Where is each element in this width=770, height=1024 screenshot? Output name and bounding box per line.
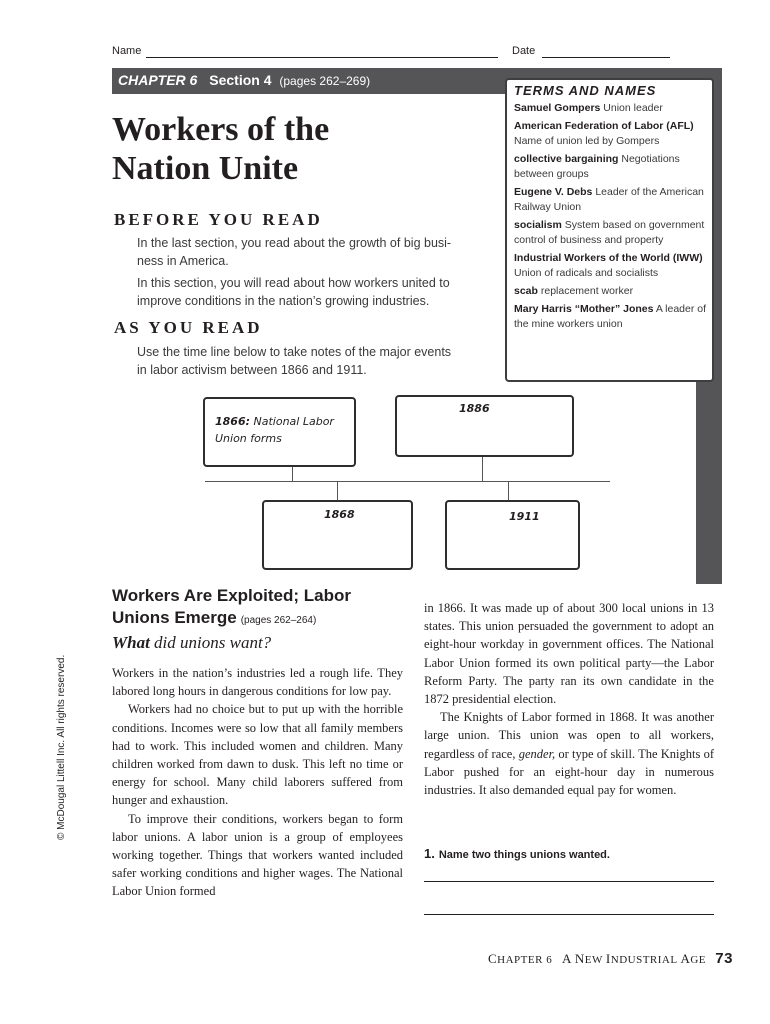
timeline-axis	[205, 481, 610, 482]
name-label: Name	[112, 45, 142, 57]
chapter-number: CHAPTER 6	[118, 72, 198, 88]
paragraph: in 1866. It was made up of about 300 local unions in 13 states. This union persuaded the government to adopt an eight-hour workday in government offices. The National Labor Union formed its own political party—the Labor Reform Party. The party ran its own candidate in the 1872 presidential election.	[424, 601, 714, 707]
page-footer: CHAPTER 6 A NEW INDUSTRIAL AGE 73	[488, 950, 733, 967]
answer-line[interactable]	[424, 914, 714, 915]
term-entry: Samuel Gompers Union leader	[514, 102, 663, 114]
title-line: Workers of the	[112, 111, 330, 148]
section-pages: (pages 262–269)	[279, 74, 371, 88]
timeline-note: 1866: National Labor	[215, 415, 334, 428]
timeline-connector	[482, 454, 483, 481]
copyright-notice: © McDougal Littell Inc. All rights reserved.	[56, 654, 67, 840]
name-line	[146, 57, 498, 58]
timeline-year: 1886	[459, 402, 490, 415]
section-number: Section 4	[209, 72, 272, 88]
timeline-box-1886[interactable]	[395, 395, 574, 457]
chapter-heading	[118, 72, 370, 88]
section-heading-pages: (pages 262–264)	[240, 615, 317, 626]
timeline-connector	[337, 481, 338, 500]
page-number: 73	[715, 950, 733, 967]
text-line: In this section, you will read about how workers united to	[137, 276, 450, 290]
timeline-box-1866[interactable]	[203, 397, 356, 467]
section-heading: Workers Are Exploited; Labor Unions Emerge (pages 262–264)	[112, 586, 351, 627]
answer-line[interactable]	[424, 881, 714, 882]
terms-title: TERMS AND NAMES	[514, 83, 657, 98]
timeline-box-1911[interactable]	[445, 500, 580, 570]
term-entry: socialism System based on government control of business and property	[514, 219, 705, 246]
text-line: Use the time line below to take notes of the major events	[137, 345, 452, 359]
term-entry: American Federation of Labor (AFL) Name of union led by Gompers	[514, 120, 694, 147]
title-line: Nation Unite	[112, 150, 299, 187]
paragraph: To improve their conditions, workers began to form labor unions. A labor union is a group of employees working together. Things that workers wanted included safer working conditions and higher wages. The National Labor Union formed	[112, 811, 403, 899]
term-entry: Eugene V. Debs Leader of the American Railway Union	[514, 186, 704, 213]
timeline-note: Union forms	[215, 432, 282, 445]
left-column-text	[112, 664, 403, 901]
paragraph: Workers in the nation’s industries led a rough life. They labored long hours in dangerous conditions for low pay.	[112, 666, 403, 699]
question-1: 1. Name two things unions wanted.	[424, 846, 610, 861]
timeline-year: 1868	[324, 508, 355, 521]
before-you-read-body	[137, 234, 497, 310]
term-entry: collective bargaining Negotiations between groups	[514, 153, 680, 180]
text-line: in labor activism between 1866 and 1911.	[137, 363, 367, 377]
paragraph: The Knights of Labor formed in 1868. It was another large union. This union was open to all workers, regardless of race, gender, or type of skill. The Knights of Labor pushed for an eight-hour day in numerous industries. It also demanded equal pay for women.	[424, 710, 714, 798]
timeline-connector	[508, 481, 509, 500]
paragraph: Workers had no choice but to put up with the horrible conditions. Incomes were so low that all family members had to work. This included women and children. Many children worked from dawn to dusk. This left no time or energy for school. Many child laborers suffered from hunger and exhaustion.	[112, 702, 403, 808]
text-line: In the last section, you read about the growth of big busi-	[137, 236, 452, 250]
term-entry: Mary Harris “Mother” Jones A leader of the mine workers union	[514, 303, 707, 330]
before-you-read-heading: BEFORE YOU READ	[114, 210, 323, 229]
as-you-read-heading: AS YOU READ	[114, 318, 263, 337]
date-line	[542, 57, 670, 58]
term-entry: scab replacement worker	[514, 285, 634, 297]
term-entry: Industrial Workers of the World (IWW) Union of radicals and socialists	[514, 252, 703, 279]
timeline-year: 1911	[509, 510, 540, 523]
text-line: improve conditions in the nation’s growing industries.	[137, 294, 430, 308]
page-title	[112, 110, 492, 188]
guiding-question: What did unions want?	[112, 633, 272, 652]
text-line: ness in America.	[137, 254, 229, 268]
as-you-read-body	[137, 343, 497, 379]
terms-list	[514, 101, 706, 335]
right-column-text	[424, 599, 714, 799]
date-label: Date	[512, 45, 536, 57]
timeline-box-1868[interactable]	[262, 500, 413, 570]
